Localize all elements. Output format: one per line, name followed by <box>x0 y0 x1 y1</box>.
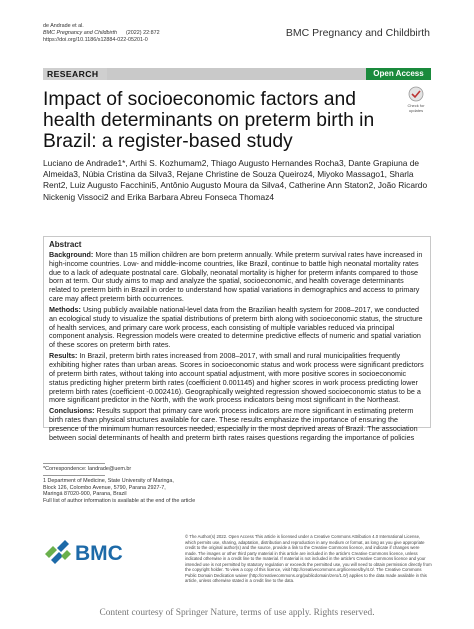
check-updates-label: Check for updates <box>407 103 425 113</box>
license-text: © The Author(s) 2022. Open Access This article is licensed under a Creative Commons Attribution 4.0 International License, which permits use, sharing, adaptation, distribution and reproduction in any medium or format, as long as you give appropriate credit to the original author(s) and the source, provide a link to the Creative Commons licence, and indicate if changes were made. The images or other third party material in this article are included in the article's Creative Commons licence, unless indicated otherwise in a credit line to the material. If material is not included in the article's Creative Commons licence and your intended use is not permitted by statutory regulation or exceeds the permitted use, you will need to obtain permission directly from the copyright holder. To view a copy of this licence, visit http://creativecommons.org/licenses/by/4.0/. The Creative Commons Public Domain Dedication waiver (http://creativecommons.org/publicdomain/zero/1.0/) applies to the data made available in this article, unless otherwise stated in a credit line to the data. <box>185 534 432 583</box>
check-for-updates-button[interactable] <box>405 86 427 113</box>
citation-journal: BMC Pregnancy and Childbirth <box>43 30 118 36</box>
abstract-conclusions <box>49 407 425 442</box>
article-title: Impact of socioeconomic factors and health determinants on preterm birth in Brazil: a register-based study <box>43 89 375 152</box>
footnotes <box>43 463 195 505</box>
correspondence: *Correspondence: landrade@uem.br <box>43 465 132 472</box>
bmc-logo-text: BMC <box>75 542 123 565</box>
article-type-label: RESEARCH <box>43 68 107 80</box>
doi-link[interactable]: https://doi.org/10.1186/s12884-022-05201-0 <box>43 37 148 43</box>
bmc-logo <box>43 538 133 566</box>
conclusions-label: Conclusions: <box>49 406 95 416</box>
results-text: In Brazil, preterm birth rates increased from 2008–2017, with small and rural municipalities frequently exhibiting higher rates than urban areas. Scores in socioeconomic status and work process were significant predictors of preterm birth rates, without taking into account spatial adjustment, with more positive scores in socioeconomic status predicting higher preterm birth rates (coefficient 0.001145) and higher scores in work process predicting lower preterm birth rates (coefficient -0.002416). Geographically weighted regression showed socioeconomic status to be a more significant predictor in the North, with the work process indicators being most significant in the Northeast. <box>49 351 424 405</box>
results-label: Results: <box>49 351 78 361</box>
abstract-background <box>49 251 425 304</box>
citation-year-volume: (2022) 22:872 <box>126 30 160 36</box>
methods-text: Using publicly available national-level data from the Brazilian health system for 2008–2017, we conducted an ecological study to visualize the spatial distributions of preterm birth along with socioeconomic status, the structure of health services, and primary care work process, each consisting of multiple variables reduced via principal component analysis. Regression models were created to determine predictive effects of numeric and spatial variation of these scores on preterm birth rates. <box>49 304 423 350</box>
authors-short: de Andrade et al. <box>43 23 84 29</box>
methods-label: Methods: <box>49 304 81 314</box>
conclusions-text: Results support that primary care work process indicators are more significant in estimating preterm birth rates than physical structures available for care. These results emphasize the importance of ensuring the presence of the minimum human resources needed, especially in the most deprived areas of Brazil. The association between social determinants of health and preterm birth rates raises questions regarding the importance of policies <box>49 406 418 442</box>
check-updates-icon <box>405 86 427 104</box>
background-label: Background: <box>49 249 94 259</box>
bmc-logo-mark <box>45 540 71 564</box>
abstract-results <box>49 352 425 405</box>
courtesy-notice: Content courtesy of Springer Nature, terms of use apply. Rights reserved. <box>99 608 375 618</box>
abstract-heading: Abstract <box>49 240 82 249</box>
abstract-box <box>43 236 431 442</box>
abstract-methods <box>49 306 425 350</box>
open-access-badge: Open Access <box>366 68 431 80</box>
footnote-rule <box>43 475 105 476</box>
footnote-rule <box>43 463 105 464</box>
citation-block <box>43 23 160 44</box>
author-list: Luciano de Andrade1*, Arthi S. Kozhumam2, Thiago Augusto Hernandes Rocha3, Dante Grapiuna de Almeida3, Núbia Cristina da Silva3, Rejane Christine de Souza Queiroz4, Miyoko Massago1, Sharla Rent2, Luiz Augusto Facchini5, Antônio Augusto Moura da Silva4, Catherine Ann Staton2, João Ricardo Nickenig Vissoci2 and Erika Barbara Abreu Fonseca Thomaz4 <box>43 158 428 202</box>
affiliation: 1 Department of Medicine, State University of Maringa, Block 126, Colombo Avenue, 5790, Parana 2927-7, Maringá 87020-900, Parana, Brazil <box>43 477 174 498</box>
author-info-note: Full list of author information is available at the end of the article <box>43 498 196 504</box>
journal-name: BMC Pregnancy and Childbirth <box>285 27 430 39</box>
background-text: More than 15 million children are born preterm annually. While preterm survival rates have increased in high-income countries. Low- and middle-income countries, like Brazil, continue to battle high neonatal mortality rates due to a lack of adequate postnatal care. Globally, neonatal mortality is higher for preterm infants compared to those born at term. Our study aims to map and analyze the spatial, socioeconomic, and health coverage determinants related to preterm birth in Brazil in order to understand how spatial variations in demographics and access to primary care may affect preterm birth occurrences. <box>49 249 423 304</box>
